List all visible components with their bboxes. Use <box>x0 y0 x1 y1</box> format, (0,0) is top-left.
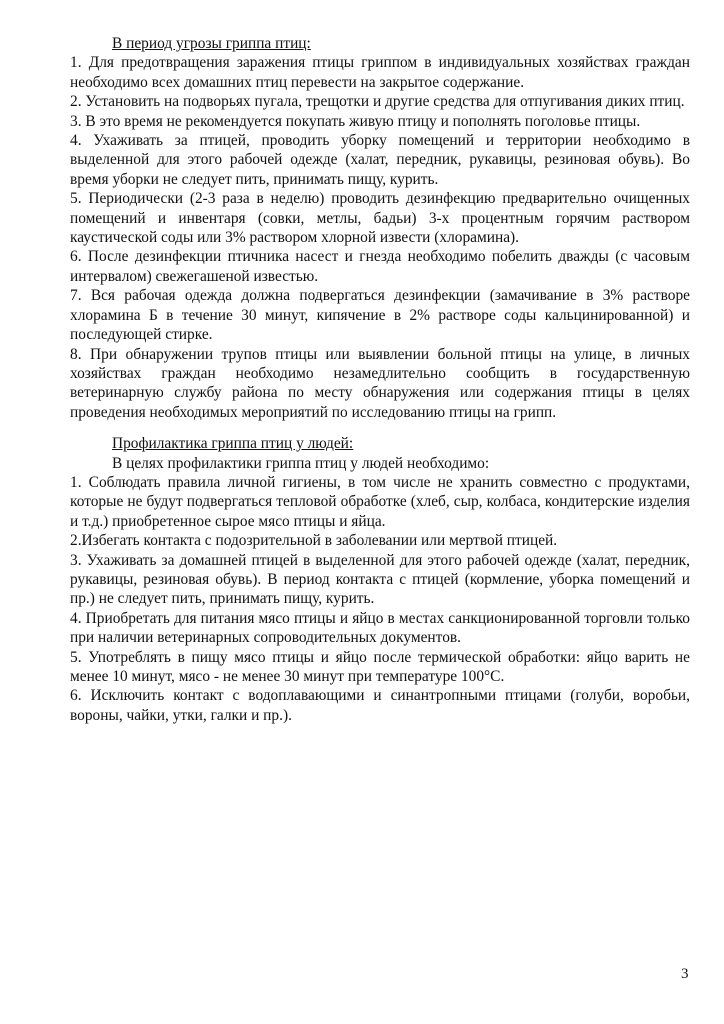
document-page <box>70 34 690 725</box>
section-intro: В целях профилактики гриппа птиц у людей необходимо: <box>112 454 490 472</box>
list-item: 6. После дезинфекции птичника насест и гнезда необходимо побелить дважды (с часовым интервалом) свежегашеной известью. <box>70 248 690 285</box>
list-item: 5. Периодически (2-3 раза в неделю) проводить дезинфекцию предварительно очищенных помещений и инвентаря (совки, метлы, бадьи) 3-х процентным горячим раствором каустической соды или 3% раствором хлорной извести (хлорамина). <box>70 190 690 247</box>
page-number: 3 <box>681 966 689 982</box>
section-title-prevention-in-humans: Профилактика гриппа птиц у людей: <box>112 435 354 453</box>
list-item: 8. При обнаружении трупов птицы или выявлении больной птицы на улице, в личных хозяйствах граждан необходимо незамедлительно сообщить в государственную ветеринарную службу района по месту обнаружения или содержания птицы в целях проведения необходимых мероприятий по исследованию птицы на грипп. <box>70 345 690 421</box>
section-spacer <box>70 422 690 434</box>
list-item: 6. Исключить контакт с водоплавающими и синантропными птицами (голуби, воробьи, вороны, чайки, утки, галки и пр.). <box>70 687 690 724</box>
section-title-bird-flu-threat: В период угрозы гриппа птиц: <box>112 35 311 52</box>
list-item: 3. В это время не рекомендуется покупать живую птицу и пополнять поголовье птицы. <box>70 112 641 130</box>
list-item: 3. Ухаживать за домашней птицей в выделенной для этого рабочей одежде (халат, передник, рукавицы, резиновая обувь). В период контакта с птицей (кормление, уборка помещений и пр.) не следует пить, принимать пищу, курить. <box>70 551 690 608</box>
list-item: 1. Соблюдать правила личной гигиены, в том числе не хранить совместно с продуктами, которые не будут подвергаться тепловой обработке (хлеб, сыр, колбаса, кондитерские изделия и т.д.) приобретенное сырое мясо птицы и яйца. <box>70 473 690 530</box>
list-item: 4. Ухаживать за птицей, проводить уборку помещений и территории необходимо в выделенной для этого рабочей одежде (халат, передник, рукавицы, резиновая обувь). Во время уборки не следует пить, принимать пищу, курить. <box>70 132 690 188</box>
list-item: 2.Избегать контакта с подозрительной в заболевании или мертвой птицей. <box>70 532 558 550</box>
list-item: 5. Употреблять в пищу мясо птицы и яйцо после термической обработки: яйцо варить не менее 10 минут, мясо - не менее 30 минут при температуре 100°С. <box>70 648 690 685</box>
list-item: 1. Для предотвращения заражения птицы гриппом в индивидуальных хозяйствах граждан необходимо всех домашних птиц перевести на закрытое содержание. <box>70 54 690 91</box>
list-item: 2. Установить на подворьях пугала, трещотки и другие средства для отпугивания диких птиц. <box>70 93 685 111</box>
list-item: 7. Вся рабочая одежда должна подвергаться дезинфекции (замачивание в 3% растворе хлорамина Б в течение 30 минут, кипячение в 2% растворе соды кальцинированной) и последующей стирке. <box>70 287 690 344</box>
list-item: 4. Приобретать для питания мясо птицы и яйцо в местах санкционированной торговли только при наличии ветеринарных сопроводительных документов. <box>70 609 690 647</box>
